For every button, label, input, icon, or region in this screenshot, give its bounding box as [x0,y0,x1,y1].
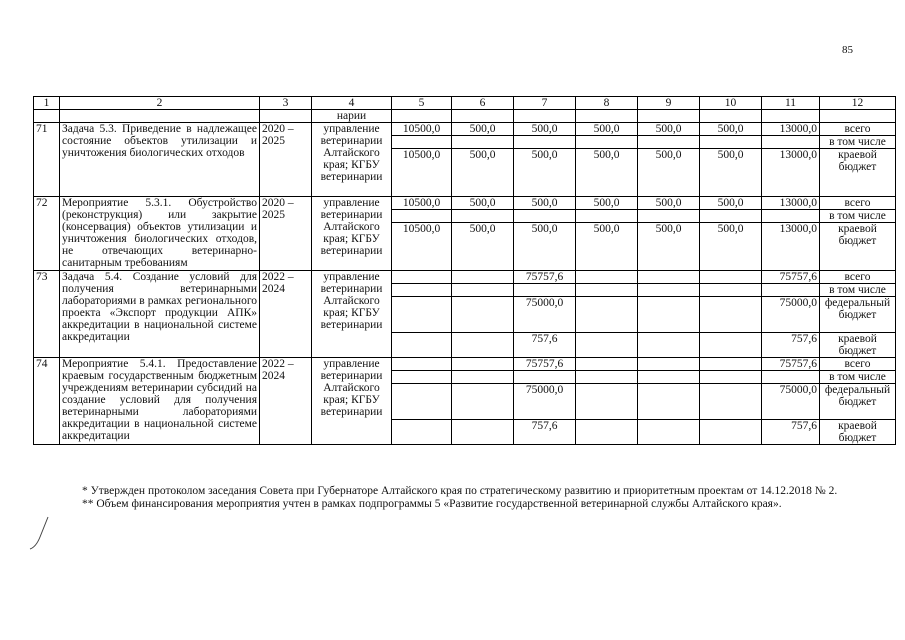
funding-source: в том числе [820,210,896,223]
row-executor: управление ветеринарии Алтайского края; КГБУ ветеринарии [312,358,392,445]
row-years: 2020 – 2025 [260,123,312,197]
value-cell [392,384,452,420]
column-header: 4 [312,97,392,110]
value-cell [392,210,452,223]
value-cell [392,333,452,358]
value-cell [576,420,638,445]
value-cell: 757,6 [514,333,576,358]
value-cell [638,384,700,420]
value-cell [700,358,762,371]
value-cell [638,271,700,284]
funding-source: краевой бюджет [820,223,896,271]
value-cell: 10500,0 [392,123,452,136]
row-name: Мероприятие 5.4.1. Предоставление краевым государственным бюджетным учреждениям ветеринарии субсидий на создание условий для получения ветеринарными лабораториями аккредитации в национальной системе аккредитации [60,358,260,445]
value-cell [700,284,762,297]
value-cell: 500,0 [452,197,514,210]
value-cell: 75757,6 [762,271,820,284]
table-row [34,271,896,284]
column-header: 7 [514,97,576,110]
value-cell [576,210,638,223]
value-cell [392,271,452,284]
table-cell [638,110,700,123]
column-header: 2 [60,97,260,110]
value-cell: 500,0 [700,149,762,197]
value-cell [392,420,452,445]
signature-mark [28,515,52,555]
funding-source: в том числе [820,136,896,149]
value-cell [452,136,514,149]
funding-source: краевой бюджет [820,333,896,358]
value-cell: 13000,0 [762,149,820,197]
value-cell [762,371,820,384]
value-cell [700,210,762,223]
value-cell: 13000,0 [762,197,820,210]
value-cell [576,371,638,384]
value-cell: 500,0 [514,197,576,210]
row-name: Мероприятие 5.3.1. Обустройство (реконструкция) или закрытие (консервация) объектов утилизации и уничтожения биологических отходов, не отвечающих ветеринарно-санитарным требованиям [60,197,260,271]
funding-source: в том числе [820,284,896,297]
row-executor: управление ветеринарии Алтайского края; КГБУ ветеринарии [312,123,392,197]
column-header: 11 [762,97,820,110]
value-cell: 10500,0 [392,197,452,210]
row-executor: управление ветеринарии Алтайского края; КГБУ ветеринарии [312,197,392,271]
table-cell [392,110,452,123]
value-cell [392,371,452,384]
footnote-1: * Утвержден протоколом заседания Совета при Губернаторе Алтайского края по стратегическому развитию и приоритетным проектам от 14.12.2018 № 2. [82,485,838,497]
carry-over-row [34,110,896,123]
value-cell [638,297,700,333]
table-cell [260,110,312,123]
table-cell [34,110,60,123]
row-number: 72 [34,197,60,271]
value-cell [392,284,452,297]
table-cell: нарии [312,110,392,123]
value-cell [452,333,514,358]
table-cell [700,110,762,123]
value-cell [392,297,452,333]
value-cell [452,297,514,333]
value-cell: 500,0 [514,149,576,197]
row-executor: управление ветеринарии Алтайского края; КГБУ ветеринарии [312,271,392,358]
value-cell [452,271,514,284]
funding-source: федеральный бюджет [820,297,896,333]
value-cell [576,297,638,333]
funding-source: в том числе [820,371,896,384]
value-cell [638,371,700,384]
value-cell [576,358,638,371]
column-header: 5 [392,97,452,110]
value-cell [762,210,820,223]
table-cell [762,110,820,123]
value-cell [700,333,762,358]
value-cell [392,358,452,371]
value-cell [700,384,762,420]
funding-source: краевой бюджет [820,149,896,197]
value-cell [700,297,762,333]
value-cell [452,210,514,223]
value-cell: 757,6 [514,420,576,445]
value-cell: 500,0 [576,223,638,271]
table-cell [452,110,514,123]
value-cell: 75000,0 [514,297,576,333]
funding-source: краевой бюджет [820,420,896,445]
column-header: 6 [452,97,514,110]
value-cell: 500,0 [452,223,514,271]
row-years: 2022 – 2024 [260,358,312,445]
value-cell: 10500,0 [392,223,452,271]
value-cell: 500,0 [700,123,762,136]
column-header: 3 [260,97,312,110]
value-cell: 500,0 [452,149,514,197]
table-cell [576,110,638,123]
row-number: 73 [34,271,60,358]
row-years: 2022 – 2024 [260,271,312,358]
value-cell: 500,0 [514,223,576,271]
value-cell [576,271,638,284]
value-cell: 500,0 [700,197,762,210]
table-cell [60,110,260,123]
value-cell [452,384,514,420]
financing-table [33,96,896,445]
header-row [34,97,896,110]
table-cell [514,110,576,123]
value-cell [638,420,700,445]
value-cell [576,384,638,420]
funding-source: всего [820,123,896,136]
value-cell [452,284,514,297]
value-cell [452,371,514,384]
value-cell [700,371,762,384]
row-name: Задача 5.3. Приведение в надлежащее состояние объектов утилизации и уничтожения биологических отходов [60,123,260,197]
value-cell [638,333,700,358]
table-row [34,197,896,210]
value-cell [576,284,638,297]
value-cell: 13000,0 [762,123,820,136]
value-cell: 500,0 [514,123,576,136]
value-cell [452,358,514,371]
value-cell [700,271,762,284]
value-cell [576,333,638,358]
value-cell: 500,0 [576,123,638,136]
value-cell [452,420,514,445]
funding-source: всего [820,358,896,371]
footnotes [82,485,862,511]
value-cell: 75000,0 [762,384,820,420]
value-cell: 13000,0 [762,223,820,271]
value-cell: 500,0 [576,197,638,210]
value-cell [762,136,820,149]
value-cell [638,210,700,223]
value-cell: 500,0 [638,149,700,197]
value-cell: 75757,6 [762,358,820,371]
value-cell [762,284,820,297]
value-cell: 757,6 [762,420,820,445]
column-header: 12 [820,97,896,110]
value-cell [392,136,452,149]
table-cell [820,110,896,123]
value-cell: 10500,0 [392,149,452,197]
column-header: 1 [34,97,60,110]
row-name: Задача 5.4. Создание условий для получения ветеринарными лабораториями в рамках регионального проекта «Экспорт продукции АПК» аккредитации в национальной системе аккредитации [60,271,260,358]
value-cell: 500,0 [638,223,700,271]
value-cell [514,371,576,384]
table-row [34,123,896,136]
value-cell: 500,0 [638,197,700,210]
value-cell: 500,0 [700,223,762,271]
value-cell [638,284,700,297]
value-cell: 500,0 [452,123,514,136]
value-cell: 75757,6 [514,271,576,284]
value-cell [514,284,576,297]
value-cell: 500,0 [576,149,638,197]
value-cell [638,358,700,371]
column-header: 8 [576,97,638,110]
page-number: 85 [842,44,853,56]
value-cell: 757,6 [762,333,820,358]
column-header: 10 [700,97,762,110]
row-years: 2020 – 2025 [260,197,312,271]
value-cell [576,136,638,149]
value-cell [514,210,576,223]
value-cell [700,420,762,445]
row-number: 74 [34,358,60,445]
funding-source: федеральный бюджет [820,384,896,420]
value-cell: 75000,0 [514,384,576,420]
row-number: 71 [34,123,60,197]
value-cell: 500,0 [638,123,700,136]
value-cell: 75000,0 [762,297,820,333]
table-row [34,358,896,371]
value-cell [638,136,700,149]
footnote-2: ** Объем финансирования мероприятия учтен в рамках подпрограммы 5 «Развитие государственной ветеринарной службы Алтайского края». [82,498,782,510]
value-cell [700,136,762,149]
funding-source: всего [820,197,896,210]
value-cell [514,136,576,149]
column-header: 9 [638,97,700,110]
value-cell: 75757,6 [514,358,576,371]
funding-source: всего [820,271,896,284]
